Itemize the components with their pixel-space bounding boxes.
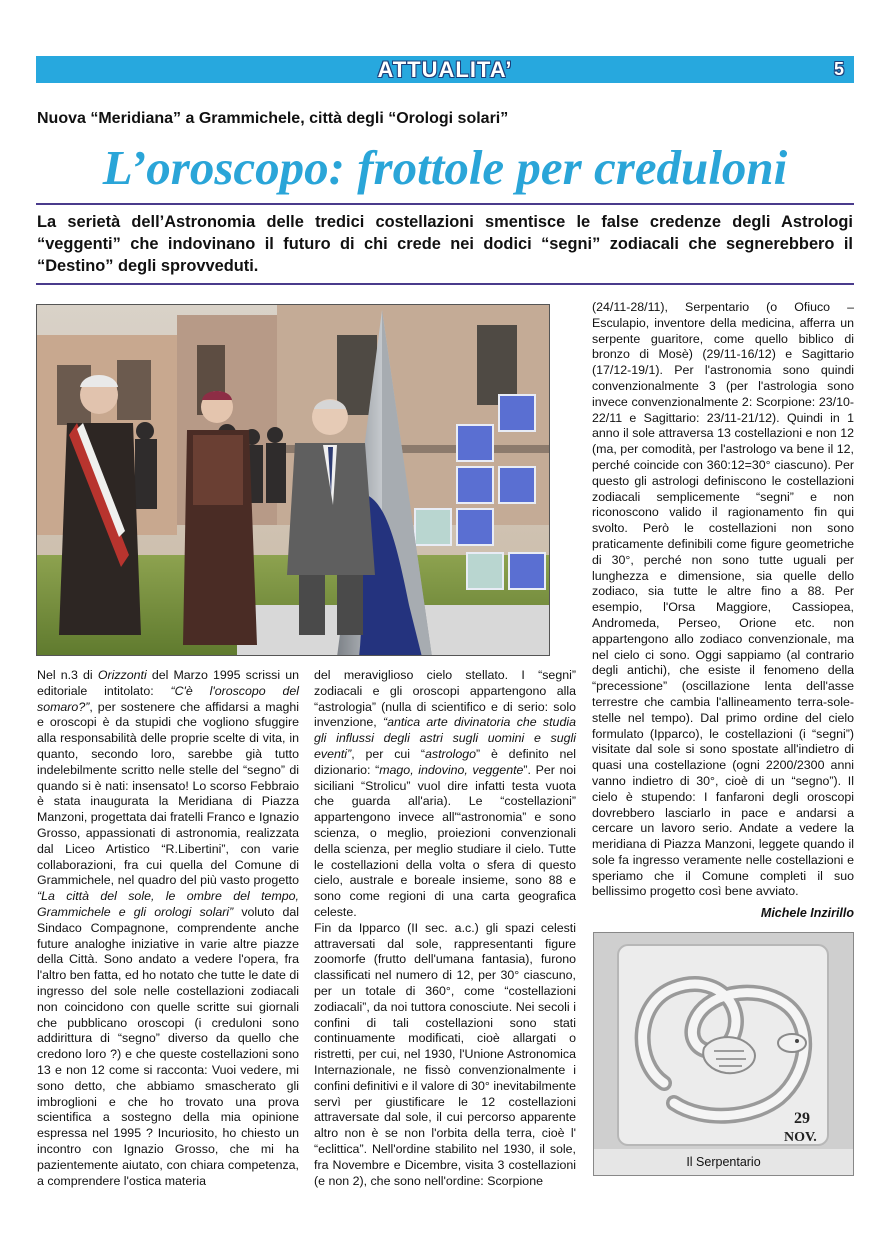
- text-run: “C'è l'oroscopo del somaro?”: [37, 683, 300, 714]
- rule-bottom: [36, 283, 854, 285]
- column-2-text: [314, 668, 576, 1189]
- text-run: “antica arte divinatoria che studia gli influssi degli astri sugli uomini e sugli eventi”: [314, 715, 576, 761]
- article-byline: Michele Inzirillo: [760, 906, 854, 920]
- article-column-2: [314, 668, 576, 1189]
- text-run: (24/11-28/11), Serpentario (o Ofiuco – Esculapio, inventore della medicina, afferra un serpente guaritore, come quello biblico di bronzo di Mosè) (29/11-16/12) e Sagittario (17/12-19/1). Per l'astronomia sono quindi convenzionalmente 3 (per l'astrologia sono invece convenzionalmente 2: Scorpione: 23/10-22/11 e Sagittario: 23/11-21/12). Quindi in 1 anno il sole attraversa 13 costellazioni e non 12 (ma, per comodità, per l'astrologo va bene il 12, perché coincide con 360:12=30° ciascuno). Per questo gli astrologi definiscono le costellazioni zodiacali semplicemente “segni” e non riconoscono valido il ragionamento fin qui svolto. Però le costellazioni non sono praticamente definibili come figure geometriche di 30°, perché non sono tutte uguali per lunghezza e dimensione, sia quelle dello zodiaco, sia tutte le altre fino a 88. Per esempio, l'Orsa Maggiore, Cassiopea, Andromeda, Perseo, Orione etc. non appartengono allo zodiaco convenzionale, ma nel cielo ci sono. Oggi sappiamo (al contrario degli antichi), che esiste il fenomeno della “precessione” (oscillazione lenta dell'asse terrestre che cambia l'allineamento terra-sole-stelle nel tempo). Dal primo ordine del cielo formulato (Ipparco), le costellazioni (i “segni”) visitate dal sole si sono spostate all'indietro di quasi una costellazione (ogni 2200/2300 anni vanno indietro di 30°, cioè di un “segno”). Il cielo è stupendo: I fanfaroni degli oroscopi dovrebbero lasciarlo in pace e andarsi a cercare un lavoro serio. Andate a vedere la meridiana di Piazza Manzoni, leggete quando il sole fa ingresso veramente nelle costellazioni e speriamo che il Comune completi il suo bellissimo progetto così bene avviato.: [592, 300, 854, 899]
- article-headline: L’oroscopo: frottole per creduloni: [102, 140, 788, 195]
- article-column-3: [592, 300, 854, 900]
- text-run: del Marzo 1995 scrissi un editoriale intitolato:: [37, 668, 299, 698]
- text-run: Nel n.3 di: [37, 668, 98, 682]
- text-run: mago, indovino, veggente: [379, 762, 524, 777]
- column-3-text: [592, 300, 854, 900]
- text-run: ” è definito nel dizionario: “: [314, 746, 576, 777]
- text-run: ”. Per noi siciliani “Strolicu” vuol dire infatti testa vuota che guarda all'aria). Le “costellazioni” appartengono invece all'“astronomia” e sono scienza, o meglio, proiezioni convenzionali della scienza, per meglio studiare il cielo. Tutte le costellazioni della volta o sfera di questo cielo, australe e boreale insieme, sono 88 e sono come regioni di una carta geografica celeste.: [314, 762, 576, 919]
- text-run: voluto dal Sindaco Compagnone, comprendente anche future analoghe iniziative in varie altre piazze della Città. Sono andato a vedere l'opera, fra l'altro ben fatta, ed ho notato che tutte le date di ingresso del sole nelle costellazioni zodiacali non coincidono con quelle scritte sui giornali che pubblicano oroscopi (i creduloni sono addirittura di “segno” diverso da quello che credono loro ?) e che queste costellazioni sono 13 e non 12 come si racconta: Vuoi vedere, mi sono detto, che abbiamo smascherato gli imbroglioni e che ho trovato una prova scientifica a sostegno della mia opinione espressa nel 1995 ? Incuriosito, ho chiesto un incontro con Ignazio Grosso, che mi ha pazientemente aiutato, con chiara competenza, a comprendere l'ostica materia: [37, 904, 299, 1188]
- text-run: Orizzonti: [97, 668, 147, 682]
- text-run: “La città del sole, le ombre del tempo, Grammichele e gli orologi solari”: [37, 889, 299, 919]
- article-kicker: Nuova “Meridiana” a Grammichele, città degli “Orologi solari”: [37, 110, 509, 127]
- article-column-1: [37, 668, 299, 1189]
- inauguration-photo: [36, 304, 550, 656]
- text-run: , per sostenere che affidarsi a maghi e oroscopi è da stupidi che vogliono sfuggire alla responsabilità delle proprie scelte di vita, in quanto, secondo loro, sarebbe già tutto indelebilmente scritto nelle stelle del “segno” di quando si è nati: insensato! Lo scorso Febbraio è stata inaugurata la Meridiana di Piazza Manzoni, progettata dai fratelli Franco e Ignazio Grosso, appassionati di astronomia, realizzata dal Liceo Artistico “R.Libertini”, con varie collaborazioni, fra cui quella del Comune di Grammichele, nel quadro del più vasto progetto: [37, 699, 299, 888]
- tile-day-text: 29: [794, 1110, 810, 1127]
- page-number: 5: [833, 59, 844, 79]
- column-1-text: [37, 668, 299, 1189]
- text-run: astrologo: [425, 746, 476, 761]
- section-header-bar: [36, 56, 854, 83]
- text-run: , per cui “: [351, 746, 426, 761]
- tile-month-text: NOV.: [784, 1130, 817, 1145]
- figure-caption: Il Serpentario: [686, 1155, 761, 1169]
- text-run: Fin da Ipparco (II sec. a.c.) gli spazi celesti attraversati dal sole, rappresentanti figure zoomorfe (frutto dell'umana fantasia), furono classificati nel numero di 12, per 30° ciascuno, per un totale di 360°, come “costellazioni zodiacali”, da noi tuttora conosciute. Nei secoli i confini di tali costellazioni sono stati continuamente modificati, cioè allargati o ristretti, per cui, nel 1930, l'Unione Astronomica Internazionale, ne fissò convenzionalmente i confini definitivi e il valore di 30° inevitabilmente servì per giustificare le 12 costellazioni attraversate dal sole, il cui percorso apparente altro non è se non l'orbita della terra, cioè l' “eclittica”. Nell'ordine stabilito nel 1930, il sole, fra Novembre e Dicembre, visita 3 costellazioni (e non 2), che sono nell'ordine: Scorpione: [314, 920, 576, 1188]
- serpentario-tile-image: [594, 933, 853, 1149]
- serpentario-figure: [593, 932, 854, 1176]
- section-title: ATTUALITA’: [377, 57, 513, 82]
- rule-top: [36, 203, 854, 205]
- text-run: del meraviglioso cielo stellato. I “segni” zodiacali e gli oroscopi appartengono alla “astrologia” (nulla di scientifico e di serio: solo invenzione,: [314, 668, 576, 730]
- article-standfirst: La serietà dell’Astronomia delle tredici costellazioni smentisce le false credenze degli Astrologi “veggenti” che indovinano il futuro di chi crede nei dodici “segni” zodiacali che segnerebbero il “Destino” degli sprovveduti.: [37, 213, 853, 275]
